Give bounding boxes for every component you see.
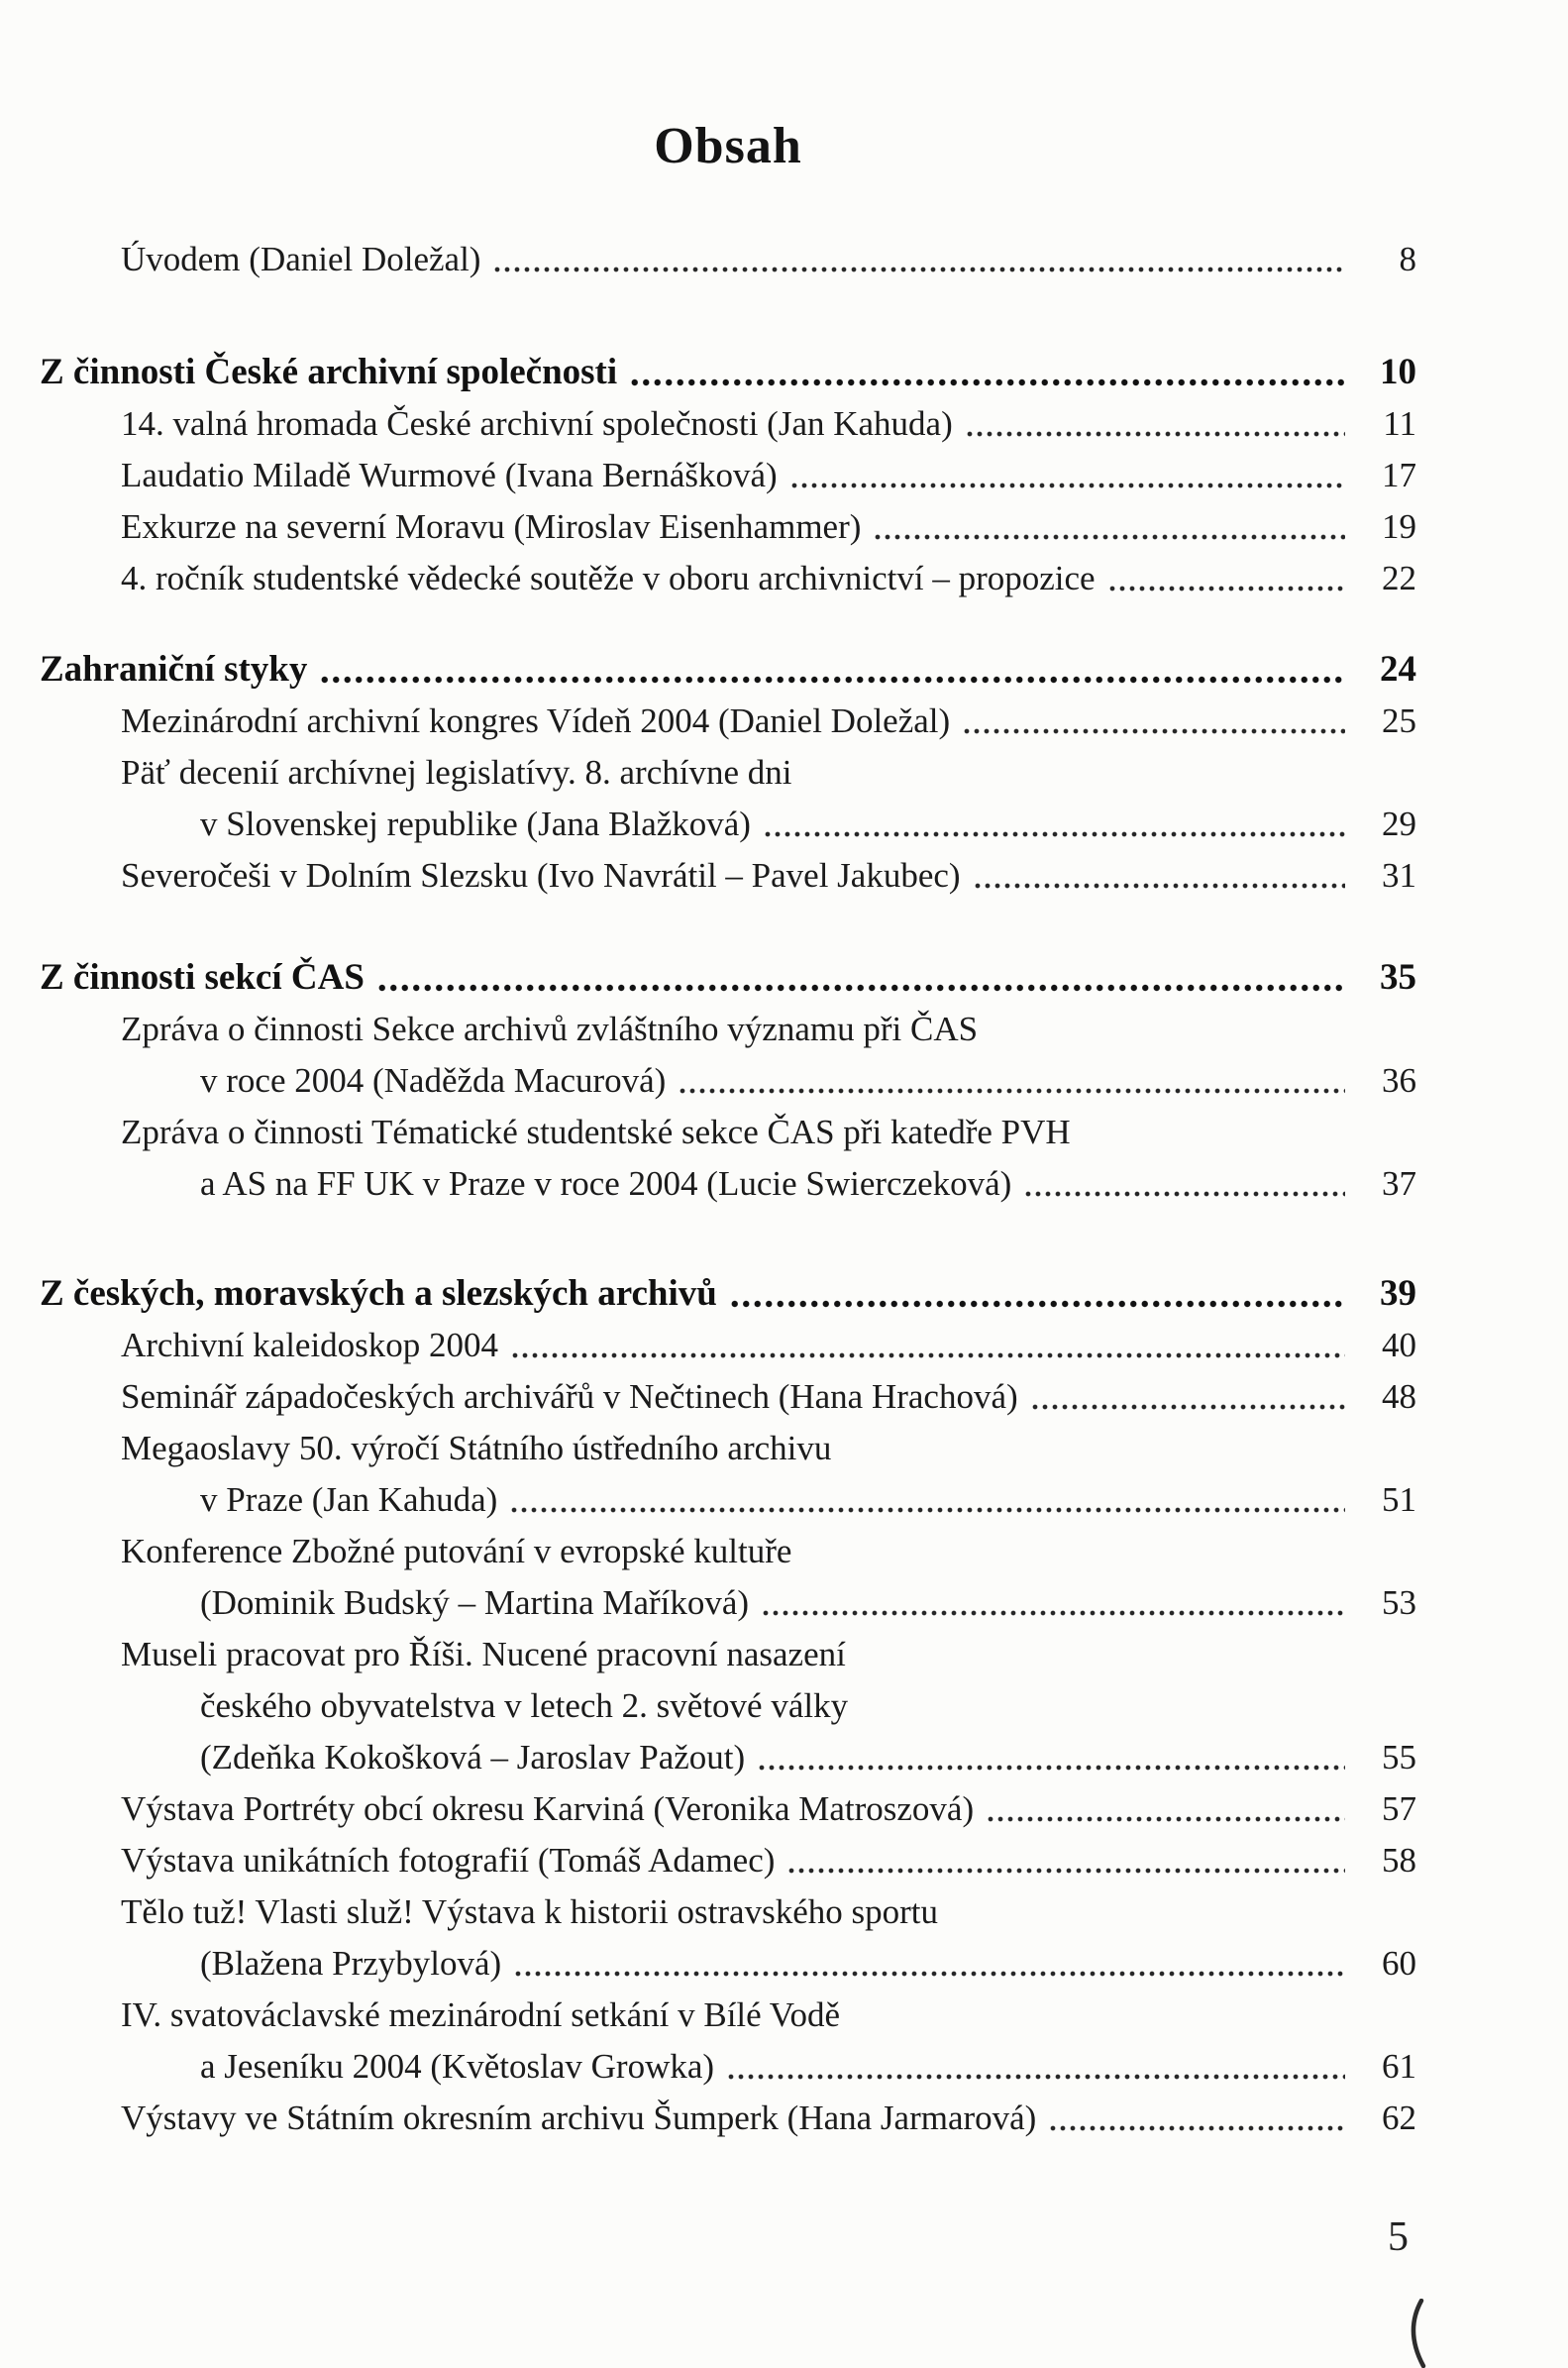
entry-title-continuation: a Jeseníku 2004 (Květoslav Growka) [200, 2047, 715, 2086]
entry-title: Tělo tuž! Vlasti služ! Výstava k historii ostravského sportu [121, 1892, 938, 1931]
toc-entry-line [40, 1680, 1416, 1732]
entry-page-number: 37 [1382, 1164, 1416, 1203]
dot-leader [629, 377, 1345, 387]
toc-entry [40, 850, 1416, 902]
entry-page-number: 8 [1399, 240, 1416, 278]
toc-entry-line [40, 1004, 1416, 1055]
entry-page-number: 55 [1382, 1738, 1416, 1776]
dot-leader [786, 1867, 1345, 1875]
dot-leader [986, 1815, 1345, 1823]
entry-page-number: 17 [1382, 456, 1416, 494]
entry-page-number: 51 [1382, 1480, 1416, 1519]
toc-entry-line [40, 1107, 1416, 1158]
entry-title: 14. valná hromada České archivní společnosti (Jan Kahuda) [121, 404, 953, 443]
toc-entry [40, 696, 1416, 747]
dot-leader [678, 1087, 1345, 1095]
entry-title: Museli pracovat pro Říši. Nucené pracovní nasazení [121, 1635, 846, 1673]
entry-title-continuation: (Blažena Przybylová) [200, 1944, 502, 1983]
toc-entry-continuation [40, 1474, 1416, 1526]
toc-content [40, 117, 1416, 2144]
entry-title: Zpráva o činnosti Sekce archivů zvláštního významu při ČAS [121, 1010, 979, 1048]
dot-leader [789, 482, 1345, 489]
toc-entry-continuation [40, 2041, 1416, 2093]
toc-entry-line [40, 1990, 1416, 2041]
entry-title: Výstava unikátních fotografií (Tomáš Adamec) [121, 1841, 776, 1880]
dot-leader [1023, 1190, 1345, 1198]
entry-page-number: 40 [1382, 1326, 1416, 1364]
toc-entry-continuation [40, 1938, 1416, 1990]
section-page-number: 39 [1380, 1273, 1416, 1314]
entry-title: Megaoslavy 50. výročí Státního ústředního archivu [121, 1429, 832, 1467]
dot-leader [873, 533, 1345, 541]
dot-leader [1048, 2124, 1345, 2132]
toc-entry-line [40, 1423, 1416, 1474]
toc-section [40, 644, 1416, 902]
toc-entry [40, 234, 1416, 285]
page-title: Obsah [654, 118, 802, 174]
toc-section [40, 1268, 1416, 2144]
dot-leader [761, 1609, 1345, 1617]
entry-page-number: 29 [1382, 805, 1416, 843]
scan-ink-mark [1407, 2299, 1432, 2368]
entry-title-continuation: (Dominik Budský – Martina Maříková) [200, 1583, 750, 1622]
section-heading-row [40, 1268, 1416, 1320]
toc-entry [40, 1835, 1416, 1886]
dot-leader [763, 830, 1345, 838]
entry-title: Zpráva o činnosti Tématické studentské sekce ČAS při katedře PVH [121, 1113, 1071, 1151]
section-page-number: 10 [1380, 352, 1416, 392]
dot-leader [376, 983, 1345, 993]
toc-entry [40, 398, 1416, 450]
toc-entry-continuation [40, 1055, 1416, 1107]
entry-page-number: 58 [1382, 1841, 1416, 1880]
toc-entry [40, 2093, 1416, 2144]
entry-page-number: 19 [1382, 507, 1416, 546]
entry-title: Výstava Portréty obcí okresu Karviná (Veronika Matroszová) [121, 1789, 975, 1828]
toc-entry [40, 501, 1416, 553]
dot-leader [973, 882, 1345, 890]
toc-entry [40, 450, 1416, 501]
dot-leader [509, 1506, 1345, 1514]
toc-entry-line [40, 1526, 1416, 1577]
entry-title-continuation: českého obyvatelstva v letech 2. světové války [200, 1686, 849, 1725]
entry-title: Archivní kaleidoskop 2004 [121, 1326, 499, 1364]
entry-title: Konference Zbožné putování v evropské kultuře [121, 1532, 792, 1570]
section-heading: Zahraniční styky [40, 649, 308, 690]
dot-leader [726, 2073, 1345, 2081]
entry-title: Úvodem (Daniel Doležal) [121, 240, 481, 278]
entry-title: 4. ročník studentské vědecké soutěže v oboru archivnictví – propozice [121, 559, 1096, 597]
toc-entry-continuation [40, 1577, 1416, 1629]
entry-page-number: 62 [1382, 2099, 1416, 2137]
entry-title-continuation: v Praze (Jan Kahuda) [200, 1480, 498, 1519]
dot-leader [757, 1764, 1345, 1772]
entry-page-number: 61 [1382, 2047, 1416, 2086]
dot-leader [510, 1351, 1345, 1359]
entry-title: Výstavy ve Státním okresním archivu Šumperk (Hana Jarmarová) [121, 2099, 1037, 2137]
entry-title-continuation: v roce 2004 (Naděžda Macurová) [200, 1061, 667, 1100]
section-heading: Z činnosti sekcí ČAS [40, 957, 365, 998]
toc-entry-continuation [40, 799, 1416, 850]
toc-entry [40, 553, 1416, 604]
entry-title: IV. svatováclavské mezinárodní setkání v Bílé Vodě [121, 1995, 841, 2034]
page-folio-number: 5 [1388, 2214, 1409, 2260]
entry-page-number: 31 [1382, 856, 1416, 895]
entry-title: Mezinárodní archivní kongres Vídeň 2004 (Daniel Doležal) [121, 701, 951, 740]
entry-page-number: 48 [1382, 1377, 1416, 1416]
toc-entry-continuation [40, 1158, 1416, 1210]
dot-leader [1107, 585, 1345, 592]
section-heading-row [40, 644, 1416, 696]
entry-title: Exkurze na severní Moravu (Miroslav Eisenhammer) [121, 507, 862, 546]
entry-page-number: 53 [1382, 1583, 1416, 1622]
section-heading-row [40, 347, 1416, 398]
entry-title-continuation: (Zdeňka Kokošková – Jaroslav Pažout) [200, 1738, 746, 1776]
section-heading: Z českých, moravských a slezských archivů [40, 1273, 717, 1314]
section-heading-row [40, 952, 1416, 1004]
section-heading: Z činnosti České archivní společnosti [40, 352, 618, 392]
toc-entry [40, 1371, 1416, 1423]
toc-entry-line [40, 1629, 1416, 1680]
dot-leader [319, 675, 1345, 685]
toc-entry [40, 1320, 1416, 1371]
toc-entry [40, 1783, 1416, 1835]
toc-entry-continuation [40, 1732, 1416, 1783]
dot-leader [962, 727, 1345, 735]
toc-entry-line [40, 1886, 1416, 1938]
toc-entry-line [40, 747, 1416, 799]
dot-leader [1030, 1403, 1345, 1411]
toc-section [40, 952, 1416, 1210]
entry-title: Päť decenií archívnej legislatívy. 8. archívne dni [121, 753, 792, 792]
section-page-number: 24 [1380, 649, 1416, 690]
entry-page-number: 60 [1382, 1944, 1416, 1983]
toc-section [40, 347, 1416, 604]
entry-title-continuation: a AS na FF UK v Praze v roce 2004 (Lucie Swierczeková) [200, 1164, 1012, 1203]
entry-title: Laudatio Miladě Wurmové (Ivana Bernášková) [121, 456, 778, 494]
entry-page-number: 25 [1382, 701, 1416, 740]
entry-page-number: 36 [1382, 1061, 1416, 1100]
entry-title: Severočeši v Dolním Slezsku (Ivo Navrátil – Pavel Jakubec) [121, 856, 961, 895]
entry-title: Seminář západočeských archivářů v Nečtinech (Hana Hrachová) [121, 1377, 1018, 1416]
dot-leader [492, 266, 1345, 273]
entry-page-number: 11 [1383, 404, 1416, 443]
dot-leader [965, 430, 1345, 438]
dot-leader [513, 1970, 1345, 1978]
dot-leader [729, 1299, 1345, 1309]
entry-page-number: 22 [1382, 559, 1416, 597]
entry-page-number: 57 [1382, 1789, 1416, 1828]
entry-title-continuation: v Slovenskej republike (Jana Blažková) [200, 805, 751, 843]
section-page-number: 35 [1380, 957, 1416, 998]
